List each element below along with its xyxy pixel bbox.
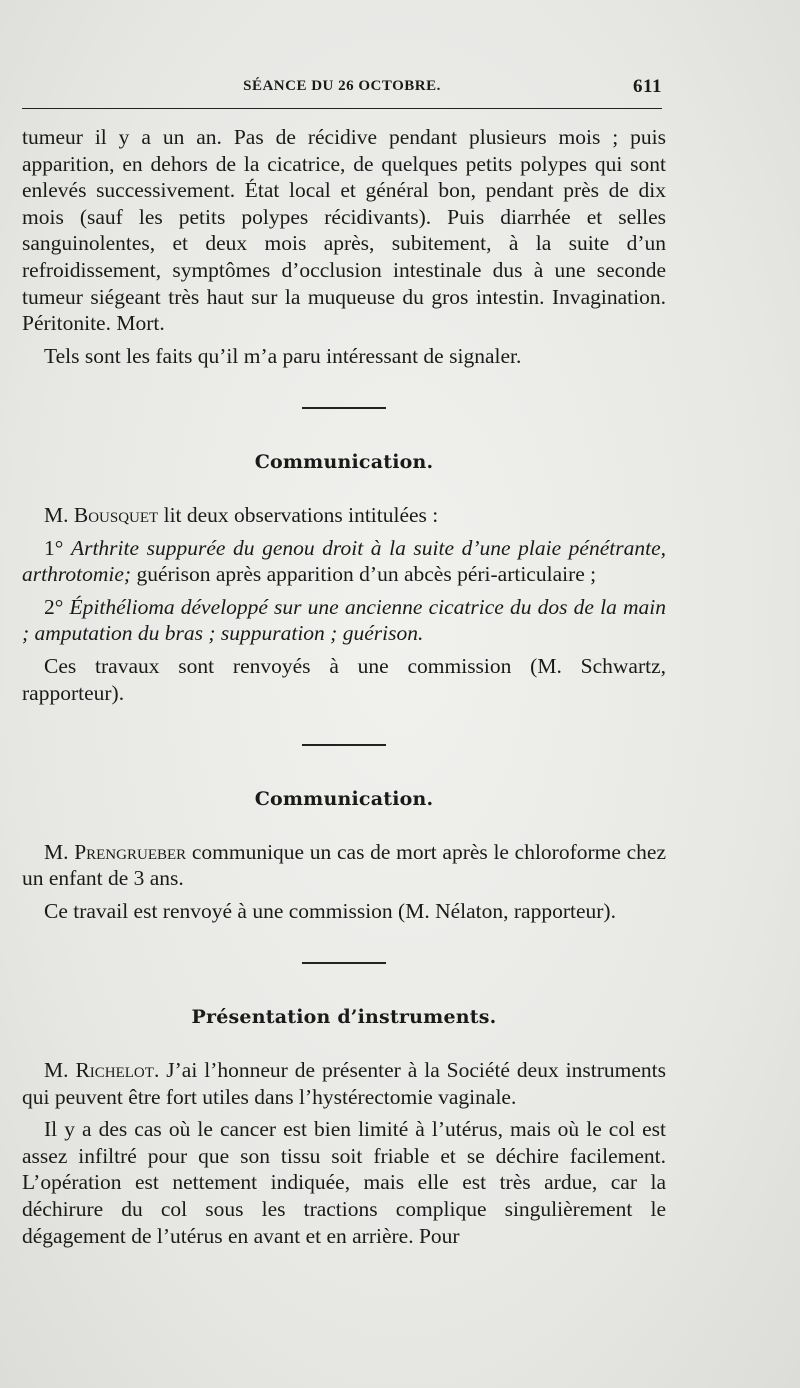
- paragraph-text: . J’ai l’honneur de présenter à la Société deux instruments qui peuvent être fort utiles dans l’hystérectomie vaginale.: [22, 1058, 666, 1109]
- section-heading-instruments: Présentation d’instruments.: [191, 1006, 497, 1029]
- paragraph-continuation: tumeur il y a un an. Pas de récidive pendant plusieurs mois ; puis apparition, en dehors de la cicatrice, de quelques petits polypes qui sont enlevés successivement. État local et général bon, pendant près de dix mois (sauf les petits polypes récidivants). Puis diarrhée et selles sanguinolentes, et deux mois après, subitement, à la suite d’un refroidissement, symptômes d’occlusion intestinale dus à une seconde tumeur siégeant très haut sur la muqueuse du gros intestin. Invagination. Péritonite. Mort.: [22, 125, 666, 336]
- running-header: [22, 74, 662, 100]
- paragraph-bousquet: [22, 502, 666, 529]
- paragraph-closing: Tels sont les faits qu’il m’a paru intéressant de signaler.: [44, 343, 522, 368]
- author-name: Prengrueber: [74, 839, 187, 864]
- section-separator: [302, 744, 386, 746]
- paragraph-text: communique un cas de mort après le chloroforme chez un enfant de 3 ans.: [22, 839, 666, 891]
- paragraph-cancer: Il y a des cas où le cancer est bien limité à l’utérus, mais où le col est assez infiltré pour que son tissu soit friable et se déchire facilement. L’opération est nettement indiquée, mais elle est très ardue, car la déchirure du col sous les tractions complique singulièrement le dégagement de l’utérus en avant et en arrière. Pour: [22, 1117, 666, 1248]
- section-heading-communication-1: Communication.: [254, 451, 434, 474]
- running-title: SÉANCE DU 26 OCTOBRE.: [243, 78, 441, 94]
- section-separator: [302, 407, 386, 409]
- text-prefix: M.: [44, 502, 74, 527]
- paragraph-text: lit deux observations intitulées :: [158, 502, 439, 527]
- section-heading-communication-2: Communication.: [254, 788, 434, 811]
- page-body: [22, 124, 666, 1249]
- item-number: 2°: [44, 594, 70, 619]
- observation-item-2: [22, 594, 666, 647]
- paragraph-richelot: [22, 1057, 666, 1110]
- author-name: Richelot: [75, 1058, 154, 1083]
- text-prefix: M.: [44, 1058, 76, 1083]
- item-title: Arthrite suppurée du genou droit à la suite d’une plaie pénétrante, arthrotomie;: [22, 535, 667, 587]
- paragraph-commission-2: Ce travail est renvoyé à une commission (M. Nélaton, rapporteur).: [44, 898, 616, 923]
- paragraph-prengrueber: [22, 839, 666, 892]
- item-title: Épithélioma développé sur une ancienne cicatrice du dos de la main ; amputation du bras ; suppuration ; guérison.: [22, 594, 666, 646]
- page-number: 611: [633, 76, 662, 97]
- header-rule: [22, 108, 662, 109]
- item-number: 1°: [44, 535, 71, 560]
- text-prefix: M.: [44, 839, 75, 864]
- item-text: guérison après apparition d’un abcès péri-articulaire ;: [131, 562, 597, 587]
- observation-item-1: [22, 535, 666, 588]
- author-name: Bousquet: [73, 502, 159, 527]
- paragraph-commission-1: Ces travaux sont renvoyés à une commission (M. Schwartz, rapporteur).: [22, 653, 666, 705]
- section-separator: [302, 962, 386, 964]
